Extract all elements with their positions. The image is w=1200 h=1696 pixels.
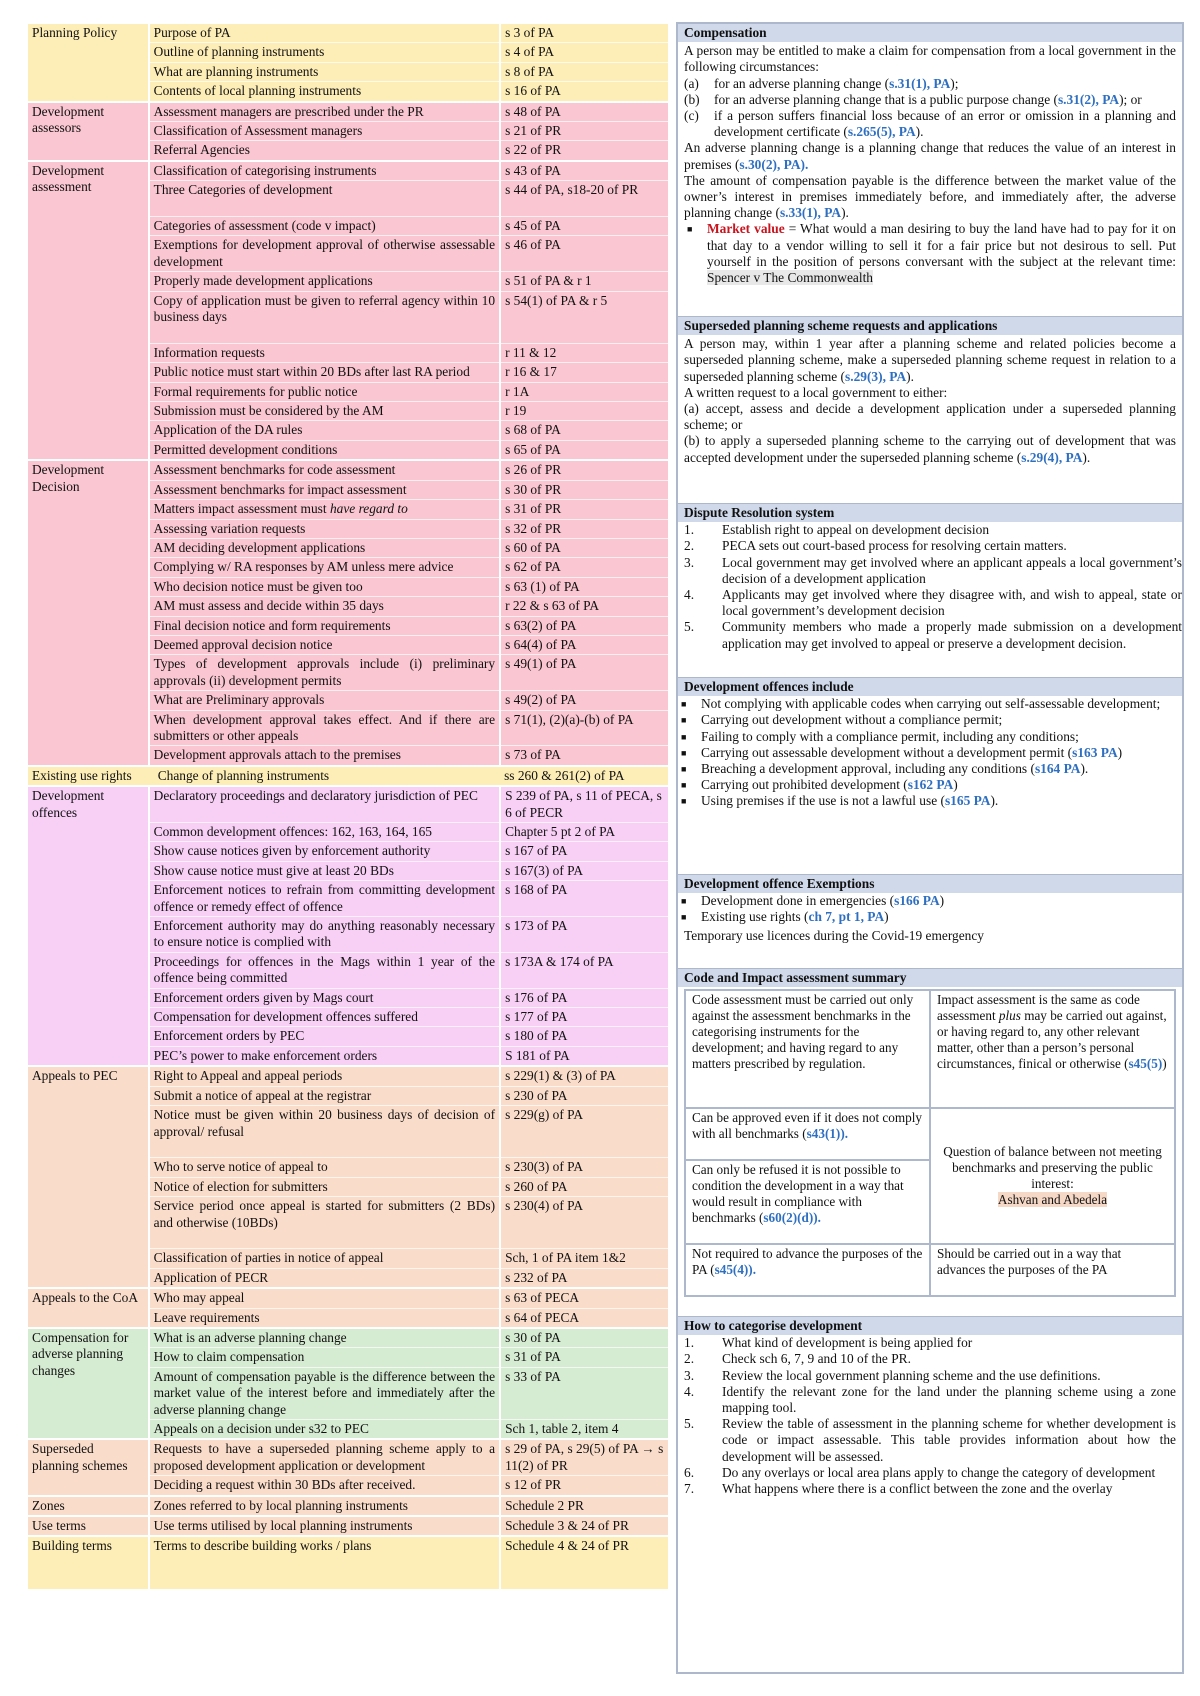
index-reference: s 45 of PA: [500, 217, 668, 236]
assessment-summary-table: [684, 989, 1176, 1297]
compensation-item-a: (a) for an adverse planning change (s.31(1), PA);: [684, 75, 959, 91]
index-reference: s 64 of PECA: [500, 1308, 668, 1328]
index-row: [28, 1496, 668, 1516]
index-topic: Common development offences: 162, 163, 164, 165: [149, 823, 500, 842]
index-reference: s 176 of PA: [500, 988, 668, 1007]
compensation-heading: Compensation: [678, 24, 1182, 42]
index-reference: Schedule 2 PR: [500, 1496, 668, 1516]
index-reference: r 16 & 17: [500, 363, 668, 382]
index-reference: s 29 of PA, s 29(5) of PA → s 11(2) of PR: [500, 1439, 668, 1475]
offences-section: [678, 677, 1182, 810]
compensation-item-b: (b) for an adverse planning change that is a public purpose change (s.31(2), PA); or: [684, 91, 1142, 107]
index-category: Development Decision: [28, 460, 149, 766]
offence-item: ■ Carrying out prohibited development (s162 PA): [681, 777, 958, 793]
superseded-section: [678, 316, 1182, 466]
index-reference: r 1A: [500, 382, 668, 401]
index-reference: s 22 of PR: [500, 141, 668, 161]
index-reference: Sch, 1 of PA item 1&2: [500, 1249, 668, 1268]
index-topic: Matters impact assessment must have regard to: [149, 500, 500, 519]
dispute-step: 5. Community members who made a properly made submission on a development application may get involved to appeal or preserve a development decision.: [684, 619, 1182, 651]
offence-item: ■ Carrying out assessable development without a development permit (s163 PA): [681, 744, 1123, 760]
index-reference: Schedule 3 & 24 of PR: [500, 1516, 668, 1536]
categorise-step: 6. Do any overlays or local area plans apply to change the category of development: [684, 1464, 1156, 1480]
case-spencer: Spencer v The Commonwealth: [707, 270, 873, 286]
index-topic: Final decision notice and form requirements: [149, 616, 500, 635]
index-reference: s 63 of PECA: [500, 1288, 668, 1308]
market-value-label: Market value: [707, 221, 785, 237]
index-reference: s 32 of PR: [500, 519, 668, 538]
index-topic: Application of PECR: [149, 1268, 500, 1288]
index-topic: Assessing variation requests: [149, 519, 500, 538]
index-reference: s 30 of PA: [500, 1328, 668, 1348]
index-row: [28, 460, 668, 480]
index-reference: s 173 of PA: [500, 917, 668, 953]
index-reference: s 63(2) of PA: [500, 616, 668, 635]
index-topic: Classification of parties in notice of appeal: [149, 1249, 500, 1268]
impact-assessment-cell: Impact assessment is the same as code assessment plus may be carried out against, or having regard to, any other relevant matter, other than a person’s personal circumstances, finical or otherwise (s45(5)): [930, 990, 1175, 1108]
index-reference: S 239 of PA, s 11 of PECA, s 6 of PECR: [500, 786, 668, 822]
index-topic: Assessment benchmarks for code assessment: [149, 460, 500, 480]
dispute-heading: Dispute Resolution system: [678, 503, 1182, 522]
index-category-topic: [28, 766, 500, 786]
index-reference: s 230(3) of PA: [500, 1158, 668, 1177]
index-row: [28, 766, 668, 786]
index-topic: What are planning instruments: [149, 62, 500, 81]
categorise-step: 1. What kind of development is being applied for: [684, 1335, 973, 1351]
index-topic: Amount of compensation payable is the difference between the market value of the interest before and immediately after the adverse planning change: [149, 1367, 500, 1419]
index-row: [28, 1066, 668, 1086]
index-row: [28, 1439, 668, 1475]
index-topic: Assessment managers are prescribed under the PR: [149, 102, 500, 122]
index-reference: s 31 of PR: [500, 500, 668, 519]
index-reference: r 22 & s 63 of PA: [500, 597, 668, 616]
index-reference: ss 260 & 261(2) of PA: [500, 766, 668, 786]
legislation-index-table: [28, 24, 668, 1590]
index-reference: s 46 of PA: [500, 236, 668, 272]
index-reference: s 21 of PR: [500, 122, 668, 141]
index-topic: Types of development approvals include (i) preliminary approvals (ii) development permits: [149, 655, 500, 691]
index-topic: Who to serve notice of appeal to: [149, 1158, 500, 1177]
index-reference: r 19: [500, 402, 668, 421]
index-topic: Submit a notice of appeal at the registrar: [149, 1086, 500, 1105]
market-value-item: ■ Market value = What would a man desiring to buy the land have had to pay for it on that day to a vendor willing to sell it for a fair price but not desirous to sell. Put yourself in the position of persons conversant with the subject at the relevant time: Spencer v The Commonwealth: [687, 221, 1176, 286]
index-topic: AM deciding development applications: [149, 538, 500, 557]
index-reference: Chapter 5 pt 2 of PA: [500, 823, 668, 842]
index-topic: Referral Agencies: [149, 141, 500, 161]
index-row: [28, 1288, 668, 1308]
index-topic: Permitted development conditions: [149, 440, 500, 460]
index-row: [28, 1328, 668, 1348]
index-row: [28, 24, 668, 43]
index-reference: s 60 of PA: [500, 538, 668, 557]
index-topic: Notice of election for submitters: [149, 1177, 500, 1196]
index-topic: Enforcement notices to refrain from committing development offence or remedy effect of offence: [149, 881, 500, 917]
summary-panel: [676, 22, 1184, 1674]
index-topic: Categories of assessment (code v impact): [149, 217, 500, 236]
code-approval-cell: Can be approved even if it does not comply with all benchmarks (s43(1)).: [685, 1108, 930, 1160]
index-category: Existing use rights: [32, 767, 132, 783]
dispute-list: [678, 522, 1182, 652]
index-topic: Outline of planning instruments: [149, 43, 500, 62]
index-reference: s 260 of PA: [500, 1177, 668, 1196]
index-reference: Schedule 4 & 24 of PR: [500, 1536, 668, 1589]
superseded-p4: (b) to apply a superseded planning scheme to the carrying out of development that was accepted development under the superseded planning scheme (s.29(4), PA).: [684, 433, 1176, 465]
dispute-step: 4. Applicants may get involved where they disagree with, and wish to appeal, state or local government’s development decision: [684, 587, 1182, 619]
index-topic: Submission must be considered by the AM: [149, 402, 500, 421]
superseded-p1: A person may, within 1 year after a planning scheme and related policies become a superseded planning scheme, make a superseded planning scheme request in relation to a superseded planning scheme (s.29(3), PA).: [684, 336, 1176, 384]
index-reference: s 49(1) of PA: [500, 655, 668, 691]
assessment-summary-heading: Code and Impact assessment summary: [678, 968, 1182, 987]
index-topic: Enforcement authority may do anything reasonably necessary to ensure notice is complied with: [149, 917, 500, 953]
index-topic: What is an adverse planning change: [149, 1328, 500, 1348]
categorise-step: 2. Check sch 6, 7, 9 and 10 of the PR.: [684, 1351, 911, 1367]
index-reference: s 51 of PA & r 1: [500, 272, 668, 291]
index-category: Appeals to PEC: [28, 1066, 149, 1288]
index-topic: Information requests: [149, 343, 500, 362]
index-reference: s 232 of PA: [500, 1268, 668, 1288]
code-refusal-cell: Can only be refused it is not possible to condition the development in a way that would result in compliance with benchmarks (s60(2)(d)).: [685, 1160, 930, 1244]
index-category: Use terms: [28, 1516, 149, 1536]
adverse-change-definition: An adverse planning change is a planning change that reduces the value of an interest in premises (s.30(2), PA).: [684, 140, 1176, 172]
index-reference: s 62 of PA: [500, 558, 668, 577]
index-row: [28, 1516, 668, 1536]
offence-item: ■ Using premises if the use is not a lawful use (s165 PA).: [681, 793, 999, 809]
index-topic: Terms to describe building works / plans: [149, 1536, 500, 1589]
index-reference: s 65 of PA: [500, 440, 668, 460]
index-reference: s 44 of PA, s18-20 of PR: [500, 181, 668, 217]
compensation-section: [678, 24, 1182, 286]
compensation-amount: The amount of compensation payable is the difference between the market value of the owner’s interest in premises immediately before, and immediately after, the adverse planning change (s.33(1), PA).: [684, 172, 1176, 221]
dispute-step: 2. PECA sets out court-based process for resolving certain matters.: [684, 538, 1067, 554]
index-topic: Appeals on a decision under s32 to PEC: [149, 1419, 500, 1439]
index-category: Superseded planning schemes: [28, 1439, 149, 1495]
superseded-p2: A written request to a local government to either:: [684, 384, 948, 400]
index-reference: r 11 & 12: [500, 343, 668, 362]
index-topic: Change of planning instruments: [157, 767, 330, 783]
index-topic: Classification of categorising instruments: [149, 161, 500, 181]
categorise-list: [678, 1335, 1182, 1497]
assessment-summary-section: [678, 968, 1182, 1297]
offence-item: ■ Failing to comply with a compliance permit, including any conditions;: [681, 728, 1079, 744]
index-topic: When development approval takes effect. And if there are submitters or other appeals: [149, 710, 500, 746]
exemption-item: ■ Development done in emergencies (s166 PA): [681, 893, 945, 909]
dispute-step: 1. Establish right to appeal on development decision: [684, 522, 990, 538]
categorise-step: 3. Review the local government planning scheme and the use definitions.: [684, 1367, 1101, 1383]
index-reference: s 68 of PA: [500, 421, 668, 440]
index-topic: Public notice must start within 20 BDs after last RA period: [149, 363, 500, 382]
index-topic: Exemptions for development approval of otherwise assessable development: [149, 236, 500, 272]
index-topic: Properly made development applications: [149, 272, 500, 291]
index-topic: Show cause notices given by enforcement authority: [149, 842, 500, 861]
categorise-heading: How to categorise development: [678, 1316, 1182, 1335]
index-topic: Deemed approval decision notice: [149, 635, 500, 654]
index-topic: What are Preliminary approvals: [149, 691, 500, 710]
index-topic: Declaratory proceedings and declaratory jurisdiction of PEC: [149, 786, 500, 822]
categorise-section: [678, 1316, 1182, 1497]
index-topic: How to claim compensation: [149, 1348, 500, 1367]
index-category: Compensation for adverse planning changes: [28, 1328, 149, 1439]
legislation-index: [28, 24, 668, 1590]
index-category: Appeals to the CoA: [28, 1288, 149, 1328]
categorise-step: 4. Identify the relevant zone for the land under the planning scheme using a zone mapping tool.: [684, 1383, 1176, 1416]
offences-heading: Development offences include: [678, 677, 1182, 696]
index-topic: Application of the DA rules: [149, 421, 500, 440]
index-reference: s 16 of PA: [500, 82, 668, 102]
compensation-item-c: (c) if a person suffers financial loss because of an error or omission in a planning and development certificate (s.265(5), PA).: [684, 108, 1176, 140]
index-topic: Three Categories of development: [149, 181, 500, 217]
index-reference: s 48 of PA: [500, 102, 668, 122]
exemptions-note: Temporary use licences during the Covid-19 emergency: [684, 927, 985, 943]
index-topic: Who decision notice must be given too: [149, 577, 500, 596]
categorise-step: 5. Review the table of assessment in the planning scheme for whether development is code or impact assessable. This table provides information about how the development will be assessed.: [684, 1416, 1176, 1464]
categorise-step: 7. What happens where there is a conflict between the zone and the overlay: [684, 1481, 1113, 1497]
index-topic: Deciding a request within 30 BDs after received.: [149, 1476, 500, 1496]
index-topic: Proceedings for offences in the Mags within 1 year of the offence being committed: [149, 952, 500, 988]
index-topic: Notice must be given within 20 business days of decision of approval/ refusal: [149, 1106, 500, 1158]
dispute-step: 3. Local government may get involved where an applicant appeals a local government’s decision of a development application: [684, 554, 1182, 586]
index-reference: s 229(1) & (3) of PA: [500, 1066, 668, 1086]
index-category: Building terms: [28, 1536, 149, 1589]
offence-item: ■ Breaching a development approval, including any conditions (s164 PA).: [681, 761, 1089, 777]
superseded-heading: Superseded planning scheme requests and applications: [678, 316, 1182, 335]
offence-item: ■ Carrying out development without a compliance permit;: [681, 712, 1003, 728]
index-reference: s 229(g) of PA: [500, 1106, 668, 1158]
index-reference: s 71(1), (2)(a)-(b) of PA: [500, 710, 668, 746]
index-topic: Contents of local planning instruments: [149, 82, 500, 102]
index-topic: Copy of application must be given to referral agency within 10 business days: [149, 291, 500, 343]
exemption-item: ■ Existing use rights (ch 7, pt 1, PA): [681, 909, 889, 925]
index-reference: s 8 of PA: [500, 62, 668, 81]
index-topic: Classification of Assessment managers: [149, 122, 500, 141]
index-topic: Who may appeal: [149, 1288, 500, 1308]
index-topic: Purpose of PA: [149, 24, 500, 43]
index-reference: S 181 of PA: [500, 1046, 668, 1066]
index-topic: Compensation for development offences suffered: [149, 1008, 500, 1027]
index-topic: Enforcement orders given by Mags court: [149, 988, 500, 1007]
index-row: [28, 102, 668, 122]
index-topic: Show cause notice must give at least 20 BDs: [149, 861, 500, 880]
exemptions-list: [678, 893, 1182, 925]
index-topic: Right to Appeal and appeal periods: [149, 1066, 500, 1086]
offence-item: ■ Not complying with applicable codes when carrying out self-assessable development;: [681, 696, 1161, 712]
index-reference: s 43 of PA: [500, 161, 668, 181]
index-reference: s 26 of PR: [500, 460, 668, 480]
index-topic: Complying w/ RA responses by AM unless mere advice: [149, 558, 500, 577]
index-reference: s 73 of PA: [500, 746, 668, 766]
exemptions-heading: Development offence Exemptions: [678, 874, 1182, 893]
index-reference: s 177 of PA: [500, 1008, 668, 1027]
index-category: Zones: [28, 1496, 149, 1516]
index-category: Planning Policy: [28, 24, 149, 102]
index-row: [28, 786, 668, 822]
index-reference: s 12 of PR: [500, 1476, 668, 1496]
index-reference: s 3 of PA: [500, 24, 668, 43]
index-topic: Assessment benchmarks for impact assessment: [149, 480, 500, 499]
index-reference: s 167 of PA: [500, 842, 668, 861]
compensation-intro: A person may be entitled to make a claim for compensation from a local government in the following circumstances:: [684, 43, 1176, 75]
index-reference: s 167(3) of PA: [500, 861, 668, 880]
index-reference: Sch 1, table 2, item 4: [500, 1419, 668, 1439]
index-reference: s 64(4) of PA: [500, 635, 668, 654]
index-reference: s 168 of PA: [500, 881, 668, 917]
index-category: Development assessors: [28, 102, 149, 161]
index-category: Development offences: [28, 786, 149, 1066]
index-reference: s 49(2) of PA: [500, 691, 668, 710]
index-topic: Enforcement orders by PEC: [149, 1027, 500, 1046]
index-topic: Development approvals attach to the premises: [149, 746, 500, 766]
index-topic: AM must assess and decide within 35 days: [149, 597, 500, 616]
case-ashvan: Ashvan and Abedela: [997, 1192, 1108, 1208]
index-topic: PEC’s power to make enforcement orders: [149, 1046, 500, 1066]
index-topic: Service period once appeal is started for submitters (2 BDs) and otherwise (10BDs): [149, 1197, 500, 1249]
index-reference: s 31 of PA: [500, 1348, 668, 1367]
index-reference: s 180 of PA: [500, 1027, 668, 1046]
exemptions-section: [678, 874, 1182, 944]
superseded-p3: (a) accept, assess and decide a development application under a superseded planning scheme; or: [684, 401, 1176, 433]
index-reference: s 63 (1) of PA: [500, 577, 668, 596]
index-topic: Leave requirements: [149, 1308, 500, 1328]
index-row: [28, 161, 668, 181]
index-topic: Zones referred to by local planning instruments: [149, 1496, 500, 1516]
index-reference: s 30 of PR: [500, 480, 668, 499]
code-assessment-cell: Code assessment must be carried out only against the assessment benchmarks in the categorising instruments for the development; and having regard to any matters prescribed by regulation.: [685, 990, 930, 1108]
index-reference: s 33 of PA: [500, 1367, 668, 1419]
code-purpose-cell: Not required to advance the purposes of the PA (s45(4)).: [685, 1244, 930, 1296]
market-value-list: [684, 221, 1176, 286]
index-category: Development assessment: [28, 161, 149, 460]
dispute-section: [678, 503, 1182, 652]
index-topic: Requests to have a superseded planning scheme apply to a proposed development application or development: [149, 1439, 500, 1475]
offences-list: [678, 696, 1182, 809]
index-reference: s 230(4) of PA: [500, 1197, 668, 1249]
index-reference: s 54(1) of PA & r 5: [500, 291, 668, 343]
index-reference: s 4 of PA: [500, 43, 668, 62]
impact-purpose-cell: Should be carried out in a way that advances the purposes of the PA: [930, 1244, 1175, 1296]
impact-balance-cell: Question of balance between not meeting benchmarks and preserving the public interest: Ashvan and Abedela: [930, 1108, 1175, 1244]
index-reference: s 173A & 174 of PA: [500, 952, 668, 988]
index-reference: s 230 of PA: [500, 1086, 668, 1105]
index-row: [28, 1536, 668, 1589]
index-topic: Use terms utilised by local planning instruments: [149, 1516, 500, 1536]
index-topic: Formal requirements for public notice: [149, 382, 500, 401]
